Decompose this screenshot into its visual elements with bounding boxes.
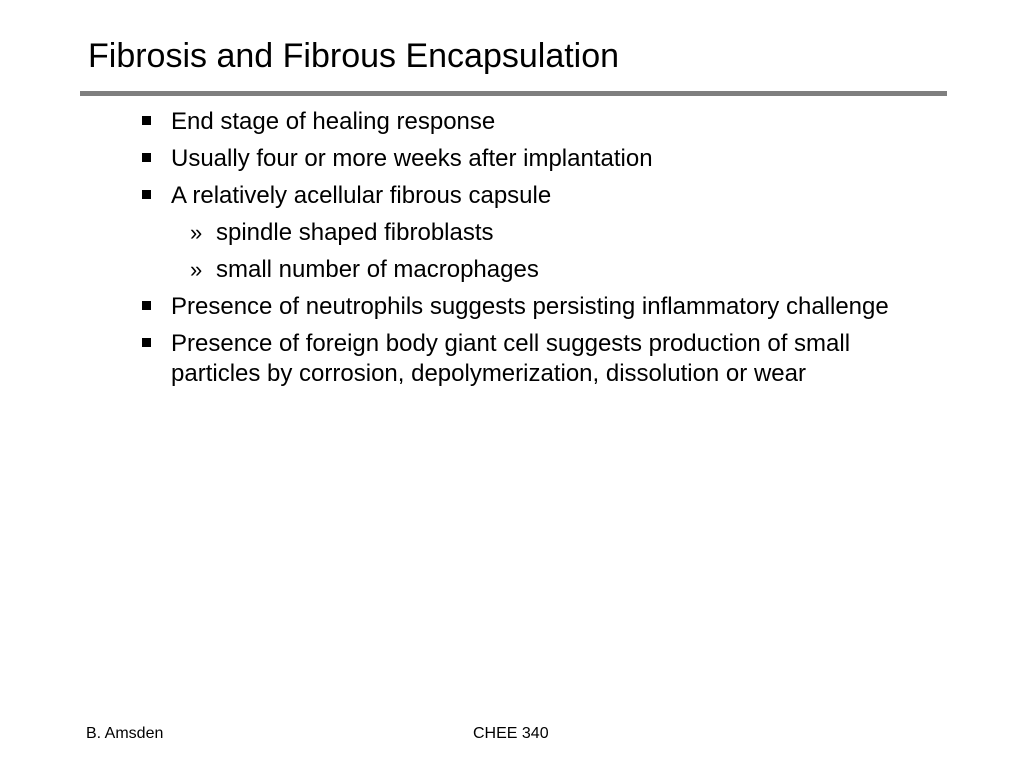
footer-course: CHEE 340 — [473, 725, 549, 742]
square-bullet-icon — [142, 301, 151, 310]
square-bullet-icon — [142, 338, 151, 347]
square-bullet-icon — [142, 153, 151, 162]
slide-title: Fibrosis and Fibrous Encapsulation — [88, 37, 620, 75]
square-bullet-icon — [142, 116, 151, 125]
bullet-item — [137, 107, 937, 137]
bullet-item — [137, 329, 937, 389]
double-chevron-icon: » — [190, 220, 203, 245]
bullet-item — [137, 181, 937, 285]
footer-author: B. Amsden — [86, 725, 164, 742]
sub-bullet-list — [171, 218, 937, 285]
bullet-text: Usually four or more weeks after implantation — [171, 145, 653, 172]
sub-bullet-text: small number of macrophages — [216, 256, 539, 283]
bullet-text: End stage of healing response — [171, 108, 496, 135]
square-bullet-icon — [142, 190, 151, 199]
sub-bullet-item — [171, 255, 937, 285]
bullet-list — [137, 107, 937, 396]
bullet-item — [137, 144, 937, 174]
bullet-text: A relatively acellular fibrous capsule — [171, 182, 552, 209]
double-chevron-icon: » — [190, 257, 203, 282]
title-divider — [80, 91, 947, 96]
bullet-item — [137, 292, 937, 322]
bullet-text: Presence of foreign body giant cell suggests production of small particles by corrosion, depolymerization, dissolution or wear — [171, 330, 851, 387]
sub-bullet-item — [171, 218, 937, 248]
sub-bullet-text: spindle shaped fibroblasts — [216, 219, 494, 246]
bullet-text: Presence of neutrophils suggests persisting inflammatory challenge — [171, 293, 889, 320]
